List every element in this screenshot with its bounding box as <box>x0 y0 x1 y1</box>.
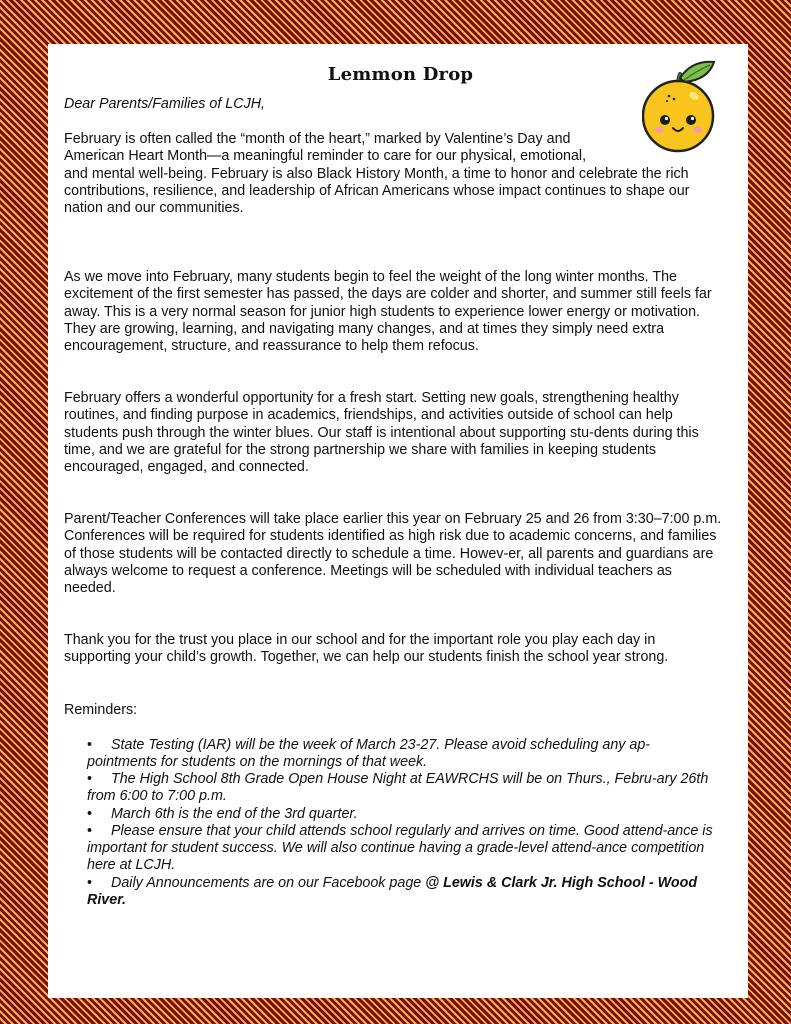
paragraph-valentines-heart-month <box>64 131 724 217</box>
facebook-page-link[interactable]: @ Lewis & Clark Jr. High School - Wood River. <box>87 874 698 908</box>
bullet-icon: • <box>87 805 93 822</box>
reminder-item <box>87 823 717 875</box>
paragraph-fresh-start: February offers a wonderful opportunity for a fresh start. Setting new goals, strengthening healthy routines, and finding purpose in academics, friendships, and activities outside of school can help students push through the winter blues. Our staff is intentional about supporting stu-dents during this time, and we are grateful for the strong partnership we share with families in keeping students encouraged, engaged, and connected. <box>64 390 699 476</box>
newsletter-title: Lemmon Drop <box>327 64 474 85</box>
reminder-item <box>87 771 717 805</box>
reminder-item <box>87 806 717 823</box>
paragraph-line: and mental well-being. February is also Black History Month, a time to honor and celebrate the rich contributions, resilience, and leadership of African Americans whose impact continues to shape our nation and our communities. <box>64 165 690 217</box>
reminder-text: Daily Announcements are on our Facebook page <box>111 874 426 891</box>
letter-body <box>64 96 724 909</box>
reminder-text: Please ensure that your child attends school regularly and arrives on time. Good attend-ance is important for student success. We will also continue having a grade-level attend-ance competition here at LCJH. <box>87 822 713 874</box>
paragraph-thank-you: Thank you for the trust you place in our school and for the important role you play each day in supporting your child’s growth. Together, we can help our students finish the school year strong. <box>64 632 669 666</box>
reminder-text: State Testing (IAR) will be the week of March 23-27. Please avoid scheduling any ap-pointments for students on the mornings of that week. <box>87 736 651 771</box>
paragraph-line: American Heart Month—a meaningful reminder to care for our physical, emotional, <box>64 148 587 165</box>
bullet-icon: • <box>87 736 93 753</box>
bullet-icon: • <box>87 874 93 891</box>
newsletter-page <box>48 44 748 998</box>
reminder-text: March 6th is the end of the 3rd quarter. <box>111 805 358 822</box>
bullet-icon: • <box>87 771 93 788</box>
reminders-list <box>64 737 717 909</box>
paragraph-conferences: Parent/Teacher Conferences will take place earlier this year on February 25 and 26 from 3:30–7:00 p.m. Conferences will be required for students identified as high risk due to academic concerns, and families of those students will be contacted directly to schedule a time. Howev-er, all parents and guardians are always welcome to request a conference. Meetings will be scheduled with individual teachers as needed. <box>64 511 722 597</box>
reminder-text: The High School 8th Grade Open House Night at EAWRCHS will be on Thurs., Febru-ary 26th from 6:00 to 7:00 p.m. <box>87 771 709 805</box>
reminders-heading: Reminders: <box>64 701 138 718</box>
paragraph-winter-months: As we move into February, many students begin to feel the weight of the long winter months. The excitement of the first semester has passed, the days are colder and shorter, and summer still feels far away. This is a very normal season for junior high students to experience lower energy or motivation. They are growing, learning, and navigating many changes, and at times they simply need extra encouragement, structure, and reassurance to help them refocus. <box>64 269 712 355</box>
bullet-icon: • <box>87 822 93 839</box>
greeting: Dear Parents/Families of LCJH, <box>64 96 266 112</box>
reminder-item-facebook <box>87 875 717 909</box>
reminder-item <box>87 737 717 771</box>
paragraph-line: February is often called the “month of the heart,” marked by Valentine’s Day and <box>64 131 571 148</box>
